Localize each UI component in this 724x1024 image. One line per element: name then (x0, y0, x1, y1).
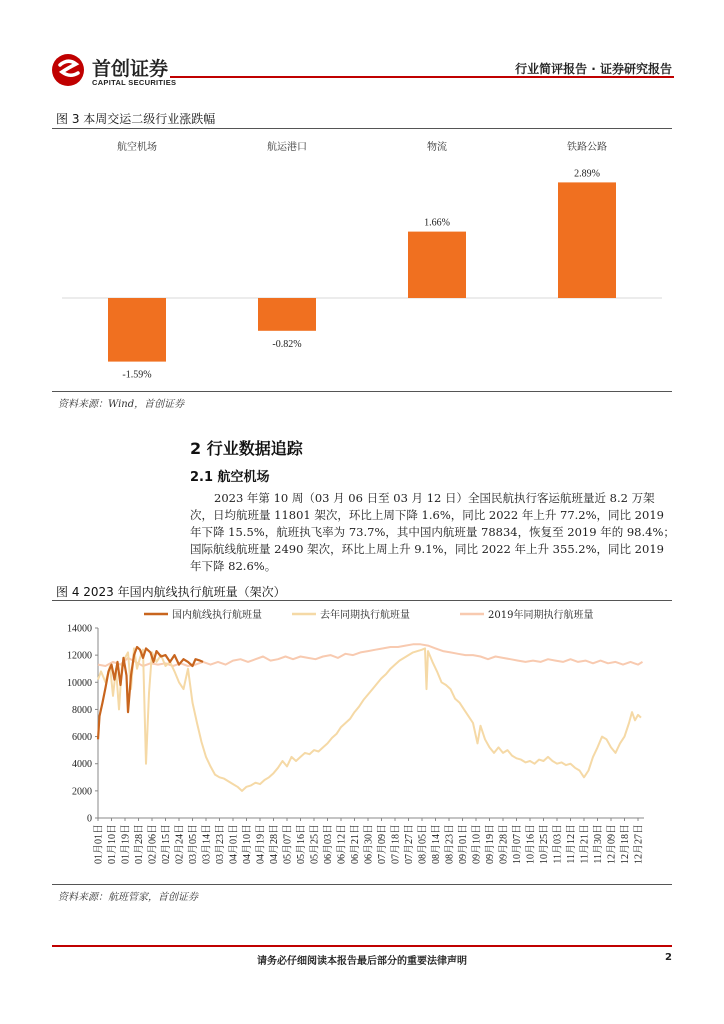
subsection-heading: 2.1 航空机场 (190, 470, 270, 485)
bar-value-label: -1.59% (122, 369, 152, 381)
bar-value-label: 2.89% (574, 168, 600, 180)
x-tick-label: 11月03日 (552, 824, 564, 864)
x-tick-label: 05月16日 (296, 824, 307, 864)
footer-disclaimer: 请务必仔细阅读本报告最后部分的重要法律声明 (257, 956, 467, 967)
series-line (98, 648, 641, 791)
x-tick-label: 01月19日 (120, 824, 132, 864)
x-tick-label: 12月09日 (606, 824, 618, 864)
bar (258, 298, 316, 331)
y-tick-label: 6000 (72, 732, 92, 744)
x-tick-label: 04月19日 (255, 824, 267, 864)
x-tick-label: 09月28日 (498, 824, 510, 864)
x-tick-label: 02月06日 (147, 824, 159, 864)
x-tick-label: 03月05日 (188, 824, 199, 864)
x-tick-label: 02月24日 (174, 824, 186, 864)
x-tick-label: 04月28日 (269, 824, 280, 864)
paragraph-line: 年下降 82.6%。 (190, 559, 277, 573)
page-number: 2 (665, 952, 672, 963)
y-tick-label: 12000 (67, 650, 92, 662)
header-rule (170, 76, 674, 78)
x-tick-label: 06月21日 (350, 824, 361, 864)
x-tick-label: 03月23日 (215, 824, 226, 864)
y-tick-label: 8000 (72, 704, 92, 716)
x-tick-label: 06月12日 (336, 824, 348, 864)
paragraph-line: 年下降 15.5%，航班执飞率为 73.7%，其中国内航班量 78834，恢复至 2019 年的 98.4%； (190, 525, 675, 539)
bar-value-label: -0.82% (272, 338, 302, 350)
x-tick-label: 03月14日 (201, 824, 213, 864)
figure4-bottom-rule (52, 884, 672, 885)
x-tick-label: 11月21日 (579, 824, 591, 864)
x-tick-label: 06月03日 (323, 824, 334, 864)
legend-label: 2019年同期执行航班量 (488, 610, 594, 621)
x-tick-label: 09月10日 (471, 824, 483, 864)
bar-category-label: 物流 (427, 142, 447, 153)
x-tick-label: 09月01日 (458, 824, 469, 864)
section-paragraph (190, 490, 675, 575)
y-tick-label: 4000 (72, 759, 92, 771)
x-tick-label: 07月09日 (377, 824, 388, 864)
paragraph-line: 2023 年第 10 周（03 月 06 日至 03 月 12 日）全国民航执行客运航班量近 8.2 万架 (214, 491, 655, 505)
x-tick-label: 04月01日 (228, 824, 240, 864)
x-tick-label: 11月30日 (593, 824, 604, 864)
figure3-top-rule (52, 128, 672, 129)
x-tick-label: 12月27日 (633, 824, 645, 864)
bar (108, 298, 166, 362)
x-tick-label: 11月12日 (566, 824, 577, 864)
bar-category-label: 航空机场 (117, 142, 157, 153)
x-tick-label: 10月07日 (512, 824, 523, 864)
x-tick-label: 07月27日 (404, 824, 415, 864)
y-tick-label: 2000 (72, 786, 92, 798)
bar-category-label: 航运港口 (267, 142, 307, 153)
figure3-source: 资料来源：Wind，首创证券 (58, 399, 185, 410)
paragraph-line: 次，日均航班量 11801 架次，环比上周下降 1.6%，同比 2022 年上升 77.2%，同比 2019 (190, 508, 664, 522)
x-tick-label: 10月25日 (539, 824, 550, 864)
brand-name: 首创证券 (92, 58, 169, 80)
x-tick-label: 05月07日 (282, 824, 294, 864)
figure4-top-rule (52, 600, 672, 601)
x-tick-label: 10月16日 (525, 824, 537, 864)
report-type: 行业简评报告 · 证券研究报告 (515, 62, 672, 76)
x-tick-label: 08月14日 (431, 824, 442, 864)
footer-rule (52, 945, 672, 947)
brand-logo (50, 52, 90, 88)
figure3-bottom-rule (52, 391, 672, 392)
y-tick-label: 0 (87, 813, 92, 825)
section-heading: 2 行业数据追踪 (190, 439, 303, 458)
x-tick-label: 01月10日 (107, 824, 118, 864)
x-tick-label: 05月25日 (309, 824, 321, 864)
x-tick-label: 08月05日 (417, 824, 429, 864)
legend-label: 去年同期执行航班量 (320, 610, 410, 621)
bar (408, 232, 466, 298)
x-tick-label: 02月15日 (161, 824, 172, 864)
industry-change-bar-chart (52, 132, 672, 390)
x-tick-label: 09月19日 (485, 824, 496, 864)
brand-name-en: CAPITAL SECURITIES (92, 78, 177, 87)
figure4-source: 资料来源：航班管家，首创证券 (58, 892, 198, 903)
figure4-title: 图 4 2023 年国内航线执行航班量（架次） (56, 585, 286, 599)
capital-securities-logo-icon (50, 52, 90, 88)
y-tick-label: 10000 (67, 677, 92, 689)
x-tick-label: 01月28日 (134, 824, 145, 864)
x-tick-label: 06月30日 (363, 824, 375, 864)
x-tick-label: 08月23日 (444, 824, 456, 864)
x-tick-label: 12月18日 (620, 824, 631, 864)
legend-label: 国内航线执行航班量 (172, 610, 262, 621)
x-tick-label: 01月01日 (93, 824, 105, 864)
paragraph-line: 国际航线航班量 2490 架次，环比上周上升 9.1%，同比 2022 年上升 355.2%，同比 2019 (190, 542, 664, 556)
domestic-flights-line-chart (52, 604, 672, 882)
x-tick-label: 04月10日 (242, 824, 253, 864)
bar-category-label: 铁路公路 (567, 142, 607, 153)
bar (558, 182, 616, 298)
bar-value-label: 1.66% (424, 217, 450, 229)
y-tick-label: 14000 (67, 623, 92, 635)
figure3-title: 图 3 本周交运二级行业涨跌幅 (56, 112, 216, 126)
x-tick-label: 07月18日 (390, 824, 402, 864)
